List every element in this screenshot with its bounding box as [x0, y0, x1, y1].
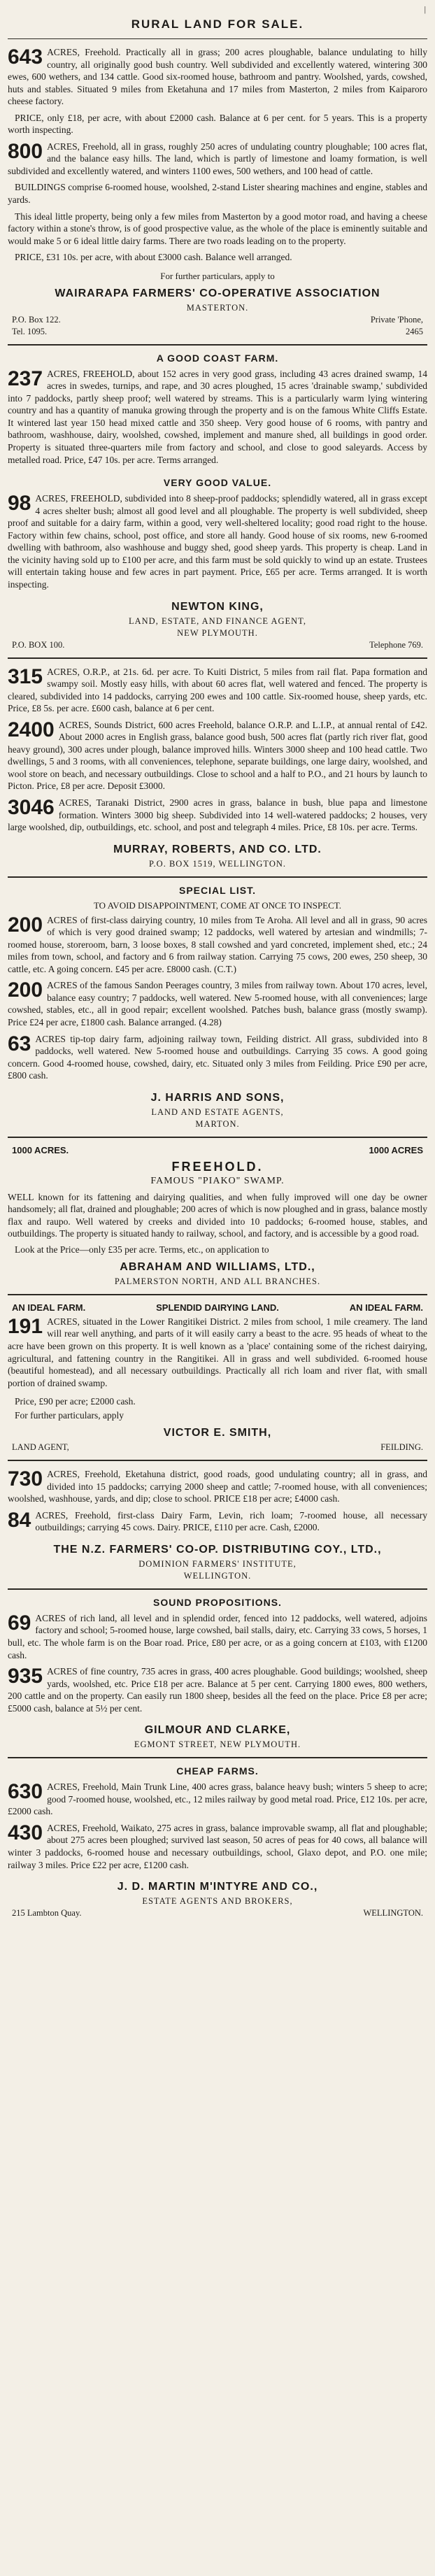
ad-body: ACRES of first-class dairying country, 10 miles from Te Aroha. All level and all in grass, 90 acres of which is very good drained swamp; 12 paddocks, well watered by artesian and windmills; 7-roomed house, storeroom, barn, 3 loose boxes, 8 stall cowshed and yard concreted, implement shed, etc.; 24 miles from town, school, and factory and 6 from railway station. Carrying 75 cows, 200 ewes, 250 sheep, 30 cattle, etc. A going concern. £45 per acre. £8000 cash. — [8, 914, 427, 974]
acreage-number: 643 — [8, 45, 43, 69]
po-box: P.O. Box 122. — [12, 314, 61, 325]
ad-800-acres — [8, 141, 427, 268]
ad-643-acres — [8, 46, 427, 141]
ad-237-acres — [8, 368, 427, 470]
acreage-header — [12, 1145, 423, 1155]
ad-text: WELL known for its fattening and dairying qualities, and when fully improved will one day be owner handsomely; all flat, drained and ploughable; 200 acres of which is now ploughed and in grass, balance mostly flax and raupo. Well watered by creeks and divided into 10 paddocks; 6-roomed house, stables, and outbuildings. The property is situated handy to railway, school, and factory, and is accessible by a good road. — [8, 1191, 427, 1239]
po-box: P.O. BOX 100. — [12, 639, 65, 650]
ad-2400-acres — [8, 719, 427, 797]
ad-191-acres — [8, 1316, 427, 1393]
ad-730-acres — [8, 1468, 427, 1509]
apply-note: For further particulars, apply to — [160, 270, 275, 281]
divider — [8, 1588, 427, 1590]
acreage-number: 84 — [8, 1508, 31, 1532]
ad-69-acres — [8, 1612, 427, 1665]
ad-reference: (4.28) — [199, 1016, 222, 1027]
ad-200-acres-b — [8, 979, 427, 1032]
acreage-number: 200 — [8, 913, 43, 937]
contact-row — [12, 1442, 423, 1453]
ad-title: VERY GOOD VALUE. — [163, 477, 272, 489]
acreage-number: 630 — [8, 1780, 43, 1804]
agent-name: J. D. MARTIN M'INTYRE AND CO., — [117, 1881, 318, 1893]
divider — [8, 1460, 427, 1461]
agent-name: MURRAY, ROBERTS, AND CO. LTD. — [113, 843, 322, 855]
ad-text: ACRES, Freehold. Practically all in grass; 200 acres ploughable, balance undulating to hilly country, all originally good bush country. Well subdivided and excellently watered, wintering 300 ewes, 600 wethers, and 134 cattle. Good six-roomed house, bathroom and pantry. Woolshed, yards, cowshed, huts and stables. Situated 9 miles from Eketahuna and 17 miles from Masterton, 2 miles from Kaiparoro cheese factory. — [8, 47, 427, 107]
divider — [8, 1757, 427, 1758]
ad-reference: (C.T.) — [214, 963, 237, 974]
ad-subtitle: FAMOUS "PIAKO" SWAMP. — [150, 1175, 285, 1186]
agent-name: J. HARRIS AND SONS, — [150, 1091, 285, 1104]
ad-price: Price, £90 per acre; £2000 cash. — [15, 1396, 136, 1407]
ad-text — [8, 914, 427, 976]
ad-630-acres — [8, 1781, 427, 1822]
acreage-right: 1000 ACRES — [369, 1144, 423, 1155]
divider — [8, 38, 427, 39]
private-phone-number: 2465 — [406, 326, 423, 336]
telephone: Tel. 1095. — [12, 326, 48, 336]
divider — [8, 876, 427, 878]
acreage-left: 1000 ACRES. — [12, 1144, 69, 1155]
ad-price: Look at the Price—only £35 per acre. Terms, etc., on application to — [15, 1244, 269, 1255]
agent-address: P.O. BOX 1519, WELLINGTON. — [148, 858, 287, 869]
ad-text: ACRES, Freehold, Eketahuna district, good roads, good undulating country; all in grass, and divided into 15 paddocks; carrying 2000 sheep and cattle; 7-roomed house, with all conveniences; woolshed, washhouse, yards, and dip; close to school. PRICE £18 per acre; £4000 cash. — [8, 1469, 427, 1504]
ad-header-row — [12, 1302, 423, 1313]
ad-text: ACRES tip-top dairy farm, adjoining railway town, Feilding district. All grass, subdivided into 8 paddocks, well watered. New 5-roomed house and outbuildings. Carrying 35 cows. A good going concern. Good 4-roomed house, cowshed, dairy, etc. Situated only 3 miles from Feilding. Price £90 per acre, £800 cash. — [8, 1033, 427, 1081]
ad-text: ACRES, Freehold, Waikato, 275 acres in grass, balance improvable swamp, all flat and ploughable; about 275 acres been ploughed; survived last season, 50 acres of peas for 40 cows, all balance will winter 3 paddocks, 6-roomed house and necessary outbuildings, school, Glaxo depot, and P.O. one mile; railway 3 miles. Price £22 per acre, £1200 cash. — [8, 1822, 427, 1870]
apply-note: For further particulars, apply — [15, 1410, 124, 1421]
ad-title: SOUND PROPOSITIONS. — [153, 1596, 282, 1608]
agent-town: NEW PLYMOUTH. — [177, 627, 258, 638]
header-middle: SPLENDID DAIRYING LAND. — [156, 1302, 279, 1313]
private-phone-label: Private 'Phone, — [370, 314, 423, 325]
ad-text: ACRES, FREEHOLD, about 152 acres in very good grass, including 43 acres drained swamp, 14 acres in swedes, turnips, and rape, and 30 acres ploughed, 15 acres 'drainable swamp,' subdivided into 7 paddocks, partly sheep proof; well watered by streams. This is a particularly warm lying wintering country and has a quantity of manuka growing through the property and is on the famous White Cliffs Estate. It wintered last year 150 head mixed cattle and 350 sheep. Very good house of 6 rooms, with pantry and bathroom, washhouse, dairy, woolshed, cowshed, implement and manure shed, all buildings in good order. Property is situated three-quarters mile from factory and school, and close to good saleyards. Access by metalled road. Price, £47 10s. per acre. Terms arranged. — [8, 368, 427, 465]
acreage-number: 730 — [8, 1467, 43, 1491]
agent-description: DOMINION FARMERS' INSTITUTE, — [138, 1558, 297, 1569]
agent-address: EGMONT STREET, NEW PLYMOUTH. — [134, 1739, 301, 1750]
agent-name: NEWTON KING, — [171, 600, 264, 613]
ad-text: ACRES, FREEHOLD, subdivided into 8 sheep-proof paddocks; splendidly watered, all in grass except 4 acres shelter bush; almost all good level and all ploughable. The property is well subdivided, sheep proof and suitable for a dairy farm, within a good, very well-sheltered locality; good road right to the house. Factory within few chains, school, post office, and store all handy. Good house of six rooms, new 6-roomed dwelling with bathroom, also washhouse and buggy shed, good sheep yards. This property is cheap. Land in the vicinity having sold up to £100 per acre, and this farm must be sold quickly to wind up an estate. Trustees will entertain taking house and few acres in part payment. Price, £65 per acre. Terms arranged. It is worth inspecting. — [8, 493, 427, 590]
divider — [8, 344, 427, 346]
ad-430-acres — [8, 1822, 427, 1875]
ad-98-acres — [8, 492, 427, 595]
ad-text: ACRES, Taranaki District, 2900 acres in grass, balance in bush, blue papa and limestone formation. Winters 3000 big sheep. Subdivided into 14 well-watered paddocks; 2 houses, very large woolshed, dip, outbuildings, etc. school, and post and telegraph 4 miles. Price, £8 10s. per acre. Terms. — [8, 797, 427, 833]
divider — [8, 1137, 427, 1138]
ad-935-acres — [8, 1665, 427, 1718]
agent-description: LAND AND ESTATE AGENTS, — [151, 1106, 284, 1117]
ad-body: ACRES of the famous Sandon Peerages country, 3 miles from railway town. About 170 acres, level, balance easy country; 7 paddocks, well watered. New 5-roomed house, with all conveniences; large cowshed, stables, etc., all in good repair; excellent woolshed. Patches bush, balance grass (mostly swamp). Price £24 per acre, £1800 cash. Balance arranged. — [8, 980, 427, 1027]
ad-text: ACRES of fine country, 735 acres in grass, 400 acres ploughable. Good buildings; woolshed, sheep yards, woolshed, etc. Price £18 per acre. Balance at 5 per cent. Carrying 1800 ewes, 800 wethers, 200 cattle and on the property. Can easily run 1800 sheep, besides all the feed on the place. Price £8 per acre; £5000 cash, balance at 5½ per cent. — [8, 1666, 427, 1714]
acreage-number: 2400 — [8, 718, 55, 741]
agent-town: WELLINGTON. — [183, 1570, 252, 1581]
ad-text: ACRES, Freehold, first-class Dairy Farm, Levin, rich loam; 7-roomed house, all necessary outbuildings; carrying 45 cows. Dairy. PRICE, £110 per acre. Cash, £2000. — [35, 1509, 427, 1533]
ad-description: This ideal little property, being only a few miles from Masterton by a good motor road, and having a cheese factory within a stone's throw, is of good prospective value, as the whole of the place is eminently suitable and would make 5 or 6 ideal little dairy farms. There are two roads leading on to the property. — [8, 211, 427, 246]
ad-text: ACRES, Sounds District, 600 acres Freehold, balance O.R.P. and L.I.P., at annual rental of £42. About 2000 acres in English grass, balance good bush, 500 acres flat (partly rich river flat, good heavy ground), 300 acres under plough, balance improved hills. Winters 3000 sheep and 100 head cattle. Two dwellings, 5 and 3 rooms, with all conveniences, telephone, separate buildings, one large dairy, woolshed, and wool store on beach, and necessary outbuildings. Close to school and a half to P.O., and 21 hours by launch to Picton. Price, £8 per acre. Deposit £3000. — [8, 719, 427, 792]
contact-row — [12, 315, 423, 325]
agent-description: ESTATE AGENTS AND BROKERS, — [142, 1896, 293, 1907]
acreage-number: 3046 — [8, 795, 55, 819]
agent-town: MASTERTON. — [186, 302, 249, 313]
agent-address: PALMERSTON NORTH, AND ALL BRANCHES. — [114, 1276, 321, 1286]
acreage-number: 98 — [8, 492, 31, 515]
ad-200-acres-a — [8, 914, 427, 980]
section-heading: RURAL LAND FOR SALE. — [131, 17, 304, 31]
ad-text: ACRES of rich land, all level and in splendid order, fenced into 12 paddocks, well watered, adjoins factory and school; 5-roomed house, large cowshed, bail stalls, dairy, etc. Carrying 33 cows, 5 horses, 1 bull, etc. The whole farm is on the Boar road. Price, £80 per acre, or as a going concern at £103, with £1200 cash. — [8, 1612, 427, 1660]
acreage-number: 315 — [8, 664, 43, 688]
acreage-number: 800 — [8, 139, 43, 163]
ad-title: CHEAP FARMS. — [176, 1765, 259, 1777]
ad-title: SPECIAL LIST. — [179, 884, 256, 896]
contact-row — [12, 1908, 423, 1919]
ad-text — [8, 979, 427, 1028]
contact-row — [12, 640, 423, 650]
agent-name: VICTOR E. SMITH, — [163, 1427, 272, 1439]
ad-text: ACRES, Freehold, all in grass, roughly 250 acres of undulating country ploughable; 100 acres flat, and the balance easy hills. The land, which is partly of limestone and loamy formation, is well subdivided and excellently watered, and winters 1100 ewes, 500 wethers, and 100 head of cattle. — [8, 141, 427, 176]
ad-text: ACRES, situated in the Lower Rangitikei District. 2 miles from school, 1 mile creamery. The land will rear well anything, and parts of it will easily carry a beast to the acre. 95 heads of wheat to the acre have been grown on this property. It is well known as a 'place' containing some of the richest dairying, agricultural, and fattening country in the Rangitikei. All in grass and well subdivided. 6-roomed house (beautiful homestead), and all necessary outbuildings. Practically all rich loam and river flat, with small portion of drained swamp. — [8, 1316, 427, 1388]
divider — [8, 1294, 427, 1295]
agent-town: WELLINGTON. — [363, 1908, 423, 1919]
agent-name: ABRAHAM AND WILLIAMS, LTD., — [120, 1260, 315, 1273]
ad-buildings: BUILDINGS comprise 6-roomed house, woolshed, 2-stand Lister shearing machines and engine, stables and yards. — [8, 182, 427, 206]
telephone: Telephone 769. — [369, 639, 423, 650]
agent-name: THE N.Z. FARMERS' CO-OP. DISTRIBUTING COY., LTD., — [53, 1543, 382, 1556]
contact-row — [12, 327, 423, 337]
acreage-number: 237 — [8, 367, 43, 390]
agent-description: LAND, ESTATE, AND FINANCE AGENT, — [128, 615, 307, 626]
ad-price: PRICE, only £18, per acre, with about £2000 cash. Balance at 6 per cent. for 5 years. This is a property worth inspecting. — [8, 112, 427, 136]
ad-63-acres — [8, 1033, 427, 1086]
acreage-number: 191 — [8, 1314, 43, 1338]
acreage-number: 63 — [8, 1032, 31, 1055]
ad-title: A GOOD COAST FARM. — [156, 352, 279, 364]
divider — [8, 657, 427, 659]
ad-3046-acres — [8, 797, 427, 838]
ad-315-acres — [8, 666, 427, 719]
agent-street: 215 Lambton Quay. — [12, 1908, 82, 1919]
agent-role: LAND AGENT, — [12, 1442, 69, 1453]
agent-town: FEILDING. — [380, 1442, 423, 1453]
ad-piako-swamp — [8, 1191, 427, 1240]
acreage-number: 200 — [8, 979, 43, 1002]
freehold-title: FREEHOLD. — [171, 1159, 264, 1174]
page-mark: | — [424, 4, 426, 14]
acreage-number: 69 — [8, 1611, 31, 1635]
ad-84-acres — [8, 1509, 427, 1538]
agent-name: GILMOUR AND CLARKE, — [144, 1724, 291, 1737]
header-right: AN IDEAL FARM. — [349, 1302, 423, 1313]
classifieds-page — [8, 0, 427, 1919]
agent-name: WAIRARAPA FARMERS' CO-OPERATIVE ASSOCIATION — [55, 287, 380, 299]
ad-text: ACRES, O.R.P., at 21s. 6d. per acre. To Kuiti District, 5 miles from rail flat. Papa formation and swampy soil. Mostly easy hills, with about 60 acres flat, well watered and fenced. The property is cleared, subdivided into 14 paddocks, carrying 200 ewes and 100 cattle. Six-roomed house, sheep yards, etc. Price, £8 5s. per acre. £600 cash, balance at 6 per cent. — [8, 666, 427, 714]
agent-town: MARTON. — [195, 1118, 240, 1129]
acreage-number: 935 — [8, 1665, 43, 1688]
ad-subtitle: TO AVOID DISAPPOINTMENT, COME AT ONCE TO INSPECT. — [93, 899, 342, 911]
acreage-number: 430 — [8, 1821, 43, 1844]
ad-price: PRICE, £31 10s. per acre, with about £3000 cash. Balance well arranged. — [15, 252, 292, 263]
ad-text: ACRES, Freehold, Main Trunk Line, 400 acres grass, balance heavy bush; winters 5 sheep to acre; good 7-roomed house, woolshed, etc., 12 miles railway by good metal road. Price, £12 10s. per acre, £2000 cash. — [8, 1781, 427, 1817]
header-left: AN IDEAL FARM. — [12, 1302, 86, 1313]
